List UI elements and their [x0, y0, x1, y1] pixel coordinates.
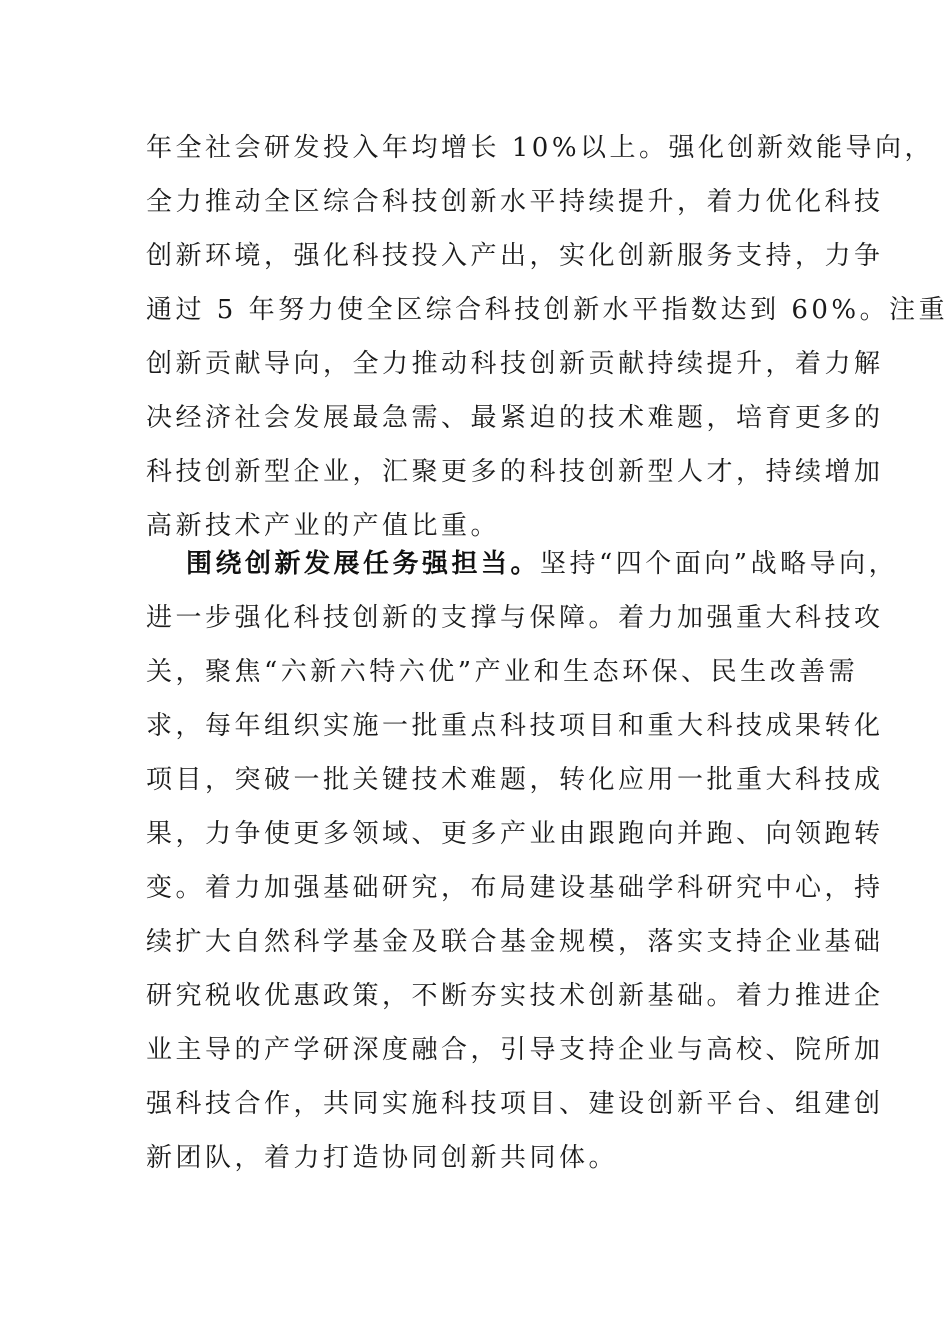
paragraph-2-line-12: 新团队，着力打造协同创新共同体。 [146, 1143, 619, 1173]
paragraph-2-line-11: 强科技合作，共同实施科技项目、建设创新平台、组建创 [146, 1089, 884, 1119]
paragraph-2-line-6: 果，力争使更多领域、更多产业由跟跑向并跑、向领跑转 [146, 819, 884, 849]
paragraph-2-line-2: 进一步强化科技创新的支撑与保障。着力加强重大科技攻 [146, 603, 884, 633]
paragraph-2-heading: 围绕创新发展任务强担当。 [186, 549, 541, 579]
paragraph-1-line-2: 全力推动全区综合科技创新水平持续提升，着力优化科技 [146, 187, 884, 217]
paragraph-1-line-5: 创新贡献导向，全力推动科技创新贡献持续提升，着力解 [146, 349, 884, 379]
paragraph-2-line-8: 续扩大自然科学基金及联合基金规模，落实支持企业基础 [146, 927, 884, 957]
paragraph-2-first-line-text: 坚持“四个面向”战略导向， [540, 549, 899, 579]
paragraph-1-line-3: 创新环境，强化科技投入产出，实化创新服务支持，力争 [146, 241, 884, 271]
paragraph-2-line-7: 变。着力加强基础研究，布局建设基础学科研究中心，持 [146, 873, 884, 903]
paragraph-2-line-1 [186, 546, 899, 582]
paragraph-1-line-8: 高新技术产业的产值比重。 [146, 511, 501, 541]
paragraph-2-line-10: 业主导的产学研深度融合，引导支持企业与高校、院所加 [146, 1035, 884, 1065]
paragraph-1-line-6: 决经济社会发展最急需、最紧迫的技术难题，培育更多的 [146, 403, 884, 433]
paragraph-2-line-9: 研究税收优惠政策，不断夯实技术创新基础。着力推进企 [146, 981, 884, 1011]
paragraph-1-line-7: 科技创新型企业，汇聚更多的科技创新型人才，持续增加 [146, 457, 884, 487]
paragraph-2-line-4: 求，每年组织实施一批重点科技项目和重大科技成果转化 [146, 711, 884, 741]
paragraph-1-line-1: 年全社会研发投入年均增长 10%以上。强化创新效能导向， [146, 133, 935, 163]
paragraph-1-line-4: 通过 5 年努力使全区综合科技创新水平指数达到 60%。注重 [146, 295, 949, 325]
paragraph-2-line-5: 项目，突破一批关键技术难题，转化应用一批重大科技成 [146, 765, 884, 795]
paragraph-2-line-3: 关，聚焦“六新六特六优”产业和生态环保、民生改善需 [146, 657, 859, 687]
